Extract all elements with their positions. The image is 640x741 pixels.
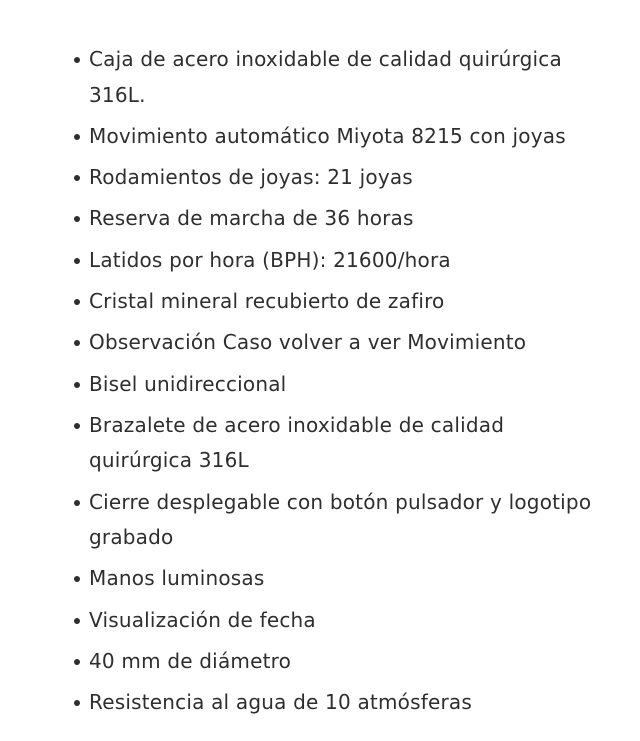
bullet-icon xyxy=(74,618,80,624)
feature-text: Manos luminosas xyxy=(89,566,265,591)
feature-item xyxy=(89,685,600,721)
bullet-icon xyxy=(74,258,80,264)
feature-text: Resistencia al agua de 10 atmósferas xyxy=(89,690,472,715)
feature-text: Rodamientos de joyas: 21 joyas xyxy=(89,165,413,190)
bullet-icon xyxy=(74,382,80,388)
feature-item xyxy=(89,284,600,320)
feature-item xyxy=(89,42,600,113)
bullet-icon xyxy=(74,700,80,706)
bullet-icon xyxy=(74,57,80,63)
feature-text: 40 mm de diámetro xyxy=(89,649,292,674)
feature-item xyxy=(89,408,600,479)
feature-text: Cierre desplegable con botón pulsador y logotipo grabado xyxy=(89,489,592,550)
feature-text: Bisel unidireccional xyxy=(89,371,287,396)
bullet-icon xyxy=(74,216,80,222)
feature-item xyxy=(89,119,600,155)
bullet-icon xyxy=(74,134,80,140)
feature-item xyxy=(89,243,600,279)
bullet-icon xyxy=(74,576,80,582)
bullet-icon xyxy=(74,175,80,181)
feature-text: Visualización de fecha xyxy=(89,607,316,632)
feature-item xyxy=(89,603,600,639)
feature-text: Observación Caso volver a ver Movimiento xyxy=(89,330,527,355)
feature-item xyxy=(89,367,600,403)
feature-item xyxy=(89,325,600,361)
feature-text: Caja de acero inoxidable de calidad quirúrgica 316L. xyxy=(89,47,562,107)
feature-text: Reserva de marcha de 36 horas xyxy=(89,206,414,231)
bullet-icon xyxy=(74,659,80,665)
bullet-icon xyxy=(74,299,80,305)
feature-item xyxy=(89,561,600,597)
feature-item xyxy=(89,201,600,237)
feature-text: Cristal mineral recubierto de zafiro xyxy=(89,288,445,313)
feature-item xyxy=(89,644,600,680)
bullet-icon xyxy=(74,340,80,346)
feature-text: Latidos por hora (BPH): 21600/hora xyxy=(89,247,451,272)
feature-text: Brazalete de acero inoxidable de calidad quirúrgica 316L xyxy=(89,412,505,473)
feature-item xyxy=(89,160,600,196)
feature-item xyxy=(89,485,600,556)
bullet-icon xyxy=(74,500,80,506)
feature-text: Movimiento automático Miyota 8215 con joyas xyxy=(89,123,566,148)
bullet-icon xyxy=(74,423,80,429)
